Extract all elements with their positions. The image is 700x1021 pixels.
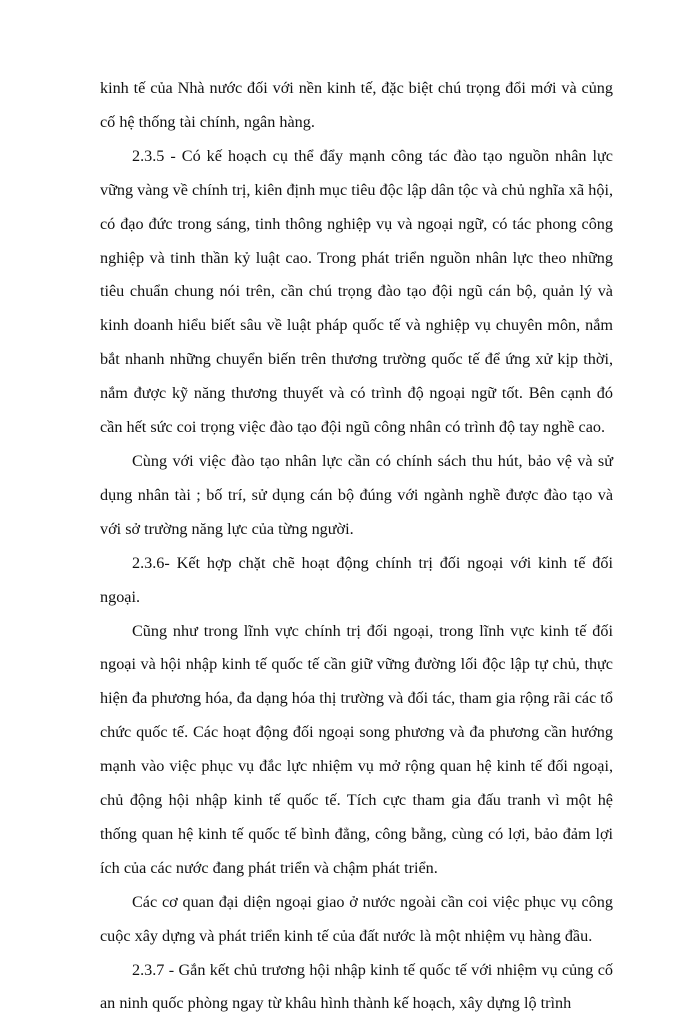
paragraph-section-2-3-7: 2.3.7 - Gắn kết chủ trương hội nhập kinh tế quốc tế với nhiệm vụ củng cố an ninh quốc phòng ngay từ khâu hình thành kế hoạch, xây dựng lộ trình: [100, 960, 613, 1013]
paragraph-talent-policy: Cùng với việc đào tạo nhân lực cần có chính sách thu hút, bảo vệ và sử dụng nhân tài ; bố trí, sử dụng cán bộ đúng với ngành nghề được đào tạo và với sở trường năng lực của từng người.: [100, 451, 613, 538]
paragraph-section-2-3-5: 2.3.5 - Có kế hoạch cụ thể đẩy mạnh công tác đào tạo nguồn nhân lực vững vàng về chính trị, kiên định mục tiêu độc lập dân tộc và chủ nghĩa xã hội, có đạo đức trong sáng, tinh thông nghiệp vụ và ngoại ngữ, có tác phong công nghiệp và tinh thần kỷ luật cao. Trong phát triển nguồn nhân lực theo những tiêu chuẩn chung nói trên, cần chú trọng đào tạo đội ngũ cán bộ, quản lý và kinh doanh hiểu biết sâu về luật pháp quốc tế và nghiệp vụ chuyên môn, nắm bắt nhanh những chuyển biến trên thương trường quốc tế để ứng xử kịp thời, nắm được kỹ năng thương thuyết và có trình độ ngoại ngữ tốt. Bên cạnh đó cần hết sức coi trọng việc đào tạo đội ngũ công nhân có trình độ tay nghề cao.: [100, 146, 613, 437]
document-body: [100, 72, 613, 1021]
paragraph-continuation: kinh tế của Nhà nước đối với nền kinh tế, đặc biệt chú trọng đổi mới và củng cố hệ thống tài chính, ngân hàng.: [100, 79, 613, 131]
paragraph-foreign-economic: Cũng như trong lĩnh vực chính trị đối ngoại, trong lĩnh vực kinh tế đối ngoại và hội nhập kinh tế quốc tế cần giữ vững đường lối độc lập tự chủ, thực hiện đa phương hóa, đa dạng hóa thị trường và đối tác, tham gia rộng rãi các tổ chức quốc tế. Các hoạt động đối ngoại song phương và đa phương cần hướng mạnh vào việc phục vụ đắc lực nhiệm vụ mở rộng quan hệ kinh tế đối ngoại, chủ động hội nhập kinh tế quốc tế. Tích cực tham gia đấu tranh vì một hệ thống quan hệ kinh tế quốc tế bình đẳng, công bằng, cùng có lợi, bảo đảm lợi ích của các nước đang phát triển và chậm phát triển.: [100, 621, 613, 877]
paragraph-diplomatic-missions: Các cơ quan đại diện ngoại giao ở nước ngoài cần coi việc phục vụ công cuộc xây dựng và phát triển kinh tế của đất nước là một nhiệm vụ hàng đầu.: [100, 892, 613, 945]
paragraph-section-2-3-6: 2.3.6- Kết hợp chặt chẽ hoạt động chính trị đối ngoại với kinh tế đối ngoại.: [100, 553, 613, 606]
